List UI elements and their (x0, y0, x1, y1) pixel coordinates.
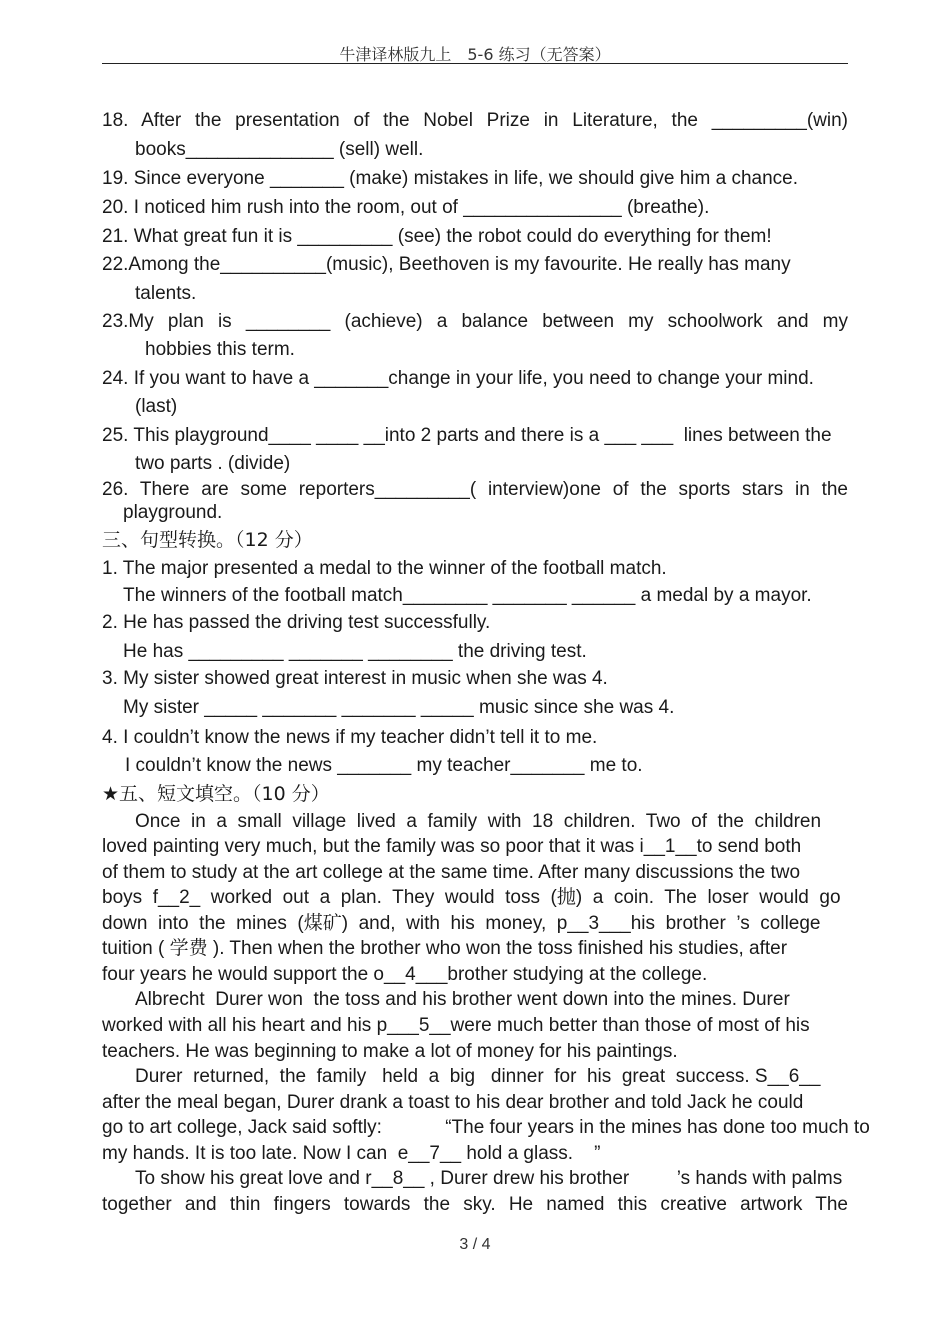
text-line: The winners of the football match________ _______ ______ a medal by a mayor. (123, 585, 812, 606)
text-line: He has _________ _______ ________ the driving test. (123, 641, 587, 662)
text-line: tuition ( 学费 ). Then when the brother who won the toss finished his studies, after (102, 938, 788, 959)
text-line: (last) (135, 396, 178, 417)
text-line: boys f__2_ worked out a plan. They would toss (抛) a coin. The loser would go (102, 887, 841, 908)
text-line: playground. (123, 502, 223, 523)
section-heading: 三、句型转换。（12 分） (102, 529, 313, 551)
text-line: my hands. It is too late. Now I can e__7__ hold a glass. ” (102, 1143, 601, 1164)
text-line: books______________ (sell) well. (135, 139, 424, 160)
text-line: 21. What great fun it is _________ (see) the robot could do everything for them! (102, 226, 772, 247)
text-line: 23.My plan is ________ (achieve) a balance between my schoolwork and my (102, 311, 848, 332)
text-line: loved painting very much, but the family was so poor that it was i__1__to send both (102, 836, 802, 857)
text-line: 4. I couldn’t know the news if my teacher didn’t tell it to me. (102, 727, 598, 748)
header-divider (102, 63, 848, 64)
text-line: Durer returned, the family held a big dinner for his great success. S__6__ (135, 1066, 821, 1087)
text-line: of them to study at the art college at the same time. After many discussions the two (102, 862, 801, 883)
text-line: 2. He has passed the driving test successfully. (102, 612, 491, 633)
text-line: 25. This playground____ ____ __into 2 parts and there is a ___ ___ lines between the (102, 425, 832, 446)
text-line: 18. After the presentation of the Nobel Prize in Literature, the _________(win) (102, 110, 848, 131)
text-line: 22.Among the__________(music), Beethoven is my favourite. He really has many (102, 254, 791, 275)
text-line: Albrecht Durer won the toss and his brother went down into the mines. Durer (135, 989, 790, 1010)
text-line: 1. The major presented a medal to the winner of the football match. (102, 558, 667, 579)
page-header: 牛津译林版九上 5-6 练习（无答案） (339, 45, 611, 64)
text-line: To show his great love and r__8__ , Durer drew his brother ’s hands with palms (135, 1168, 843, 1189)
text-line: two parts . (divide) (135, 453, 291, 474)
text-line: Once in a small village lived a family with 18 children. Two of the children (135, 811, 822, 832)
text-line: 19. Since everyone _______ (make) mistakes in life, we should give him a chance. (102, 168, 798, 189)
text-line: 24. If you want to have a _______change in your life, you need to change your mind. (102, 368, 814, 389)
text-line: 26. There are some reporters_________( interview)one of the sports stars in the (102, 479, 848, 500)
text-line: down into the mines (煤矿) and, with his money, p__3___his brother ’s college (102, 913, 821, 934)
page-number: 3 / 4 (459, 1236, 491, 1253)
text-line: I couldn’t know the news _______ my teacher_______ me to. (125, 755, 643, 776)
text-line: after the meal began, Durer drank a toast to his dear brother and told Jack he could (102, 1092, 804, 1113)
text-line: worked with all his heart and his p___5__were much better than those of most of his (102, 1015, 810, 1036)
section-heading: ★五、短文填空。（10 分） (102, 783, 330, 805)
text-line: My sister _____ _______ _______ _____ music since she was 4. (123, 697, 675, 718)
text-line: go to art college, Jack said softly: “The four years in the mines has done too much to (102, 1117, 870, 1138)
text-line: teachers. He was beginning to make a lot of money for his paintings. (102, 1041, 678, 1062)
text-line: talents. (135, 283, 197, 304)
text-line: hobbies this term. (145, 339, 295, 360)
text-line: four years he would support the o__4___brother studying at the college. (102, 964, 708, 985)
text-line: 20. I noticed him rush into the room, out of _______________ (breathe). (102, 197, 710, 218)
text-line: 3. My sister showed great interest in music when she was 4. (102, 668, 608, 689)
text-line: together and thin fingers towards the sky. He named this creative artwork The (102, 1194, 848, 1215)
